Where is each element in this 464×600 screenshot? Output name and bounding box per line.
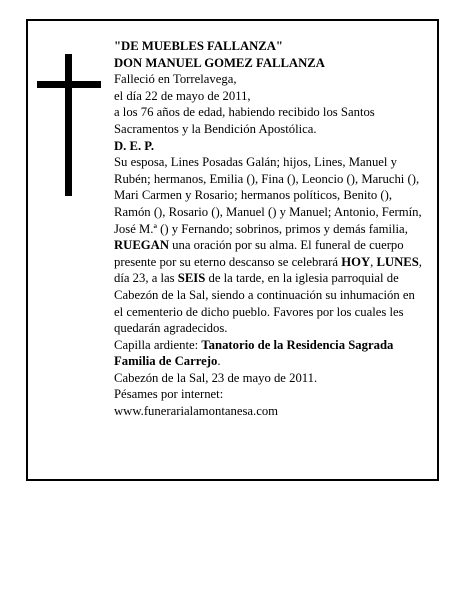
condolences-label: Pésames por internet:	[114, 387, 224, 402]
obituary-text	[114, 38, 426, 420]
family-list: Su esposa, Lines Posadas Galán; hijos, Lines, Manuel y Rubén; hermanos, Emilia (), Fina (), Leoncio (), Maruchi (), Mari Carmen y Rosario; hermanos políticos, Benito (), Ramón (), Rosario (), Manuel () y Manuel; Antonio, Fermín, José M.ª () y Fernando; sobrinos, primos y demás familia,	[114, 155, 422, 236]
death-date: el día 22 de mayo de 2011,	[114, 88, 251, 103]
cross-vertical-bar	[65, 54, 72, 196]
death-place: Falleció en Torrelavega,	[114, 72, 237, 87]
company-header: "DE MUEBLES FALLANZA"	[114, 39, 283, 53]
deceased-name: DON MANUEL GOMEZ FALLANZA	[114, 55, 325, 70]
cross-horizontal-bar	[37, 81, 101, 88]
place-date: Cabezón de la Sal, 23 de mayo de 2011.	[114, 370, 318, 385]
chapel-info: Capilla ardiente: Tanatorio de la Residencia Sagrada Familia de Carrejo.	[114, 337, 394, 369]
funeral-details: RUEGAN una oración por su alma. El funeral de cuerpo presente por su eterno descanso se celebrará HOY, LUNES, día 23, a las SEIS de la tarde, en la iglesia parroquial de Cabezón de la Sal, siendo a continuación su inhumación en el cementerio de dicho pueblo. Favores por los cuales les quedarán agradecidos.	[114, 238, 422, 336]
website-link[interactable]: www.funerarialamontanesa.com	[114, 404, 279, 419]
age-sacraments: a los 76 años de edad, habiendo recibido los Santos Sacramentos y la Bendición Apostólica.	[114, 105, 375, 136]
dep-line: D. E. P.	[114, 138, 155, 153]
